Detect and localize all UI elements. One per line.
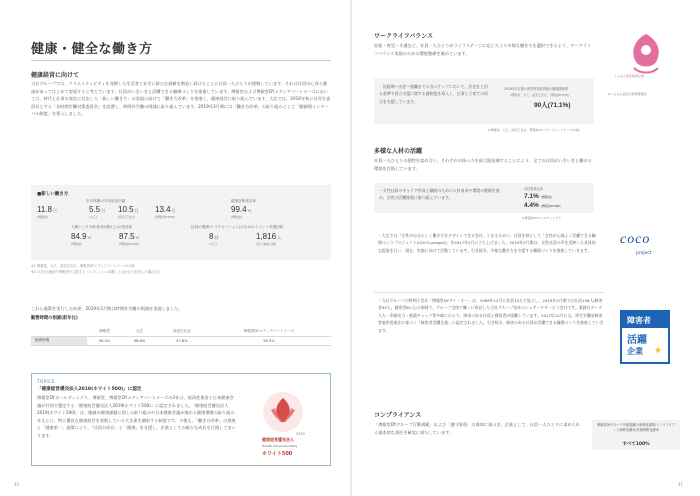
section-paragraph-work-life: 妊娠・育児・介護など、社員一人ひとりがライフステージに応じたより多様な働き方を選択できるよう、ワークライフバランス実現のための環境整備を進めています。 [374,43,592,56]
stat-sub: (博報堂) [71,242,83,246]
table-cell: 97.8% [157,336,207,345]
table-cell: 96.3% [87,336,122,345]
table-cell: 博報堂DYメディアパートナーズ [207,327,331,336]
stat-value: 8回 [209,232,219,241]
topics-box [31,373,331,466]
page-number: 40 [14,482,20,487]
compliance-box [592,420,680,450]
kurumin-logo [614,28,678,86]
stat-label-vacation: 年次休暇の平均取得日数 [86,199,126,203]
stat-sub: (読売広告社) [118,215,136,219]
stat-sub: (博報堂) [37,215,49,219]
logo-sub: Health and productivity [262,444,298,448]
women-box [374,183,594,213]
work-hours-table [31,327,331,346]
badge-line1: 障害者 [627,316,651,325]
section-heading-work-life: ワークライフバランス [374,33,433,40]
coco-paragraph: ・大広では「女性が自分らしく働き方をデザインできる会社」となるために、社員を核として「女性が心地よく活躍できる職場づくりプロジェクト(COCO-project)」を2017年1月に立ち上げました。2019年3月期は、女性社員の声を反映した具体的な提案を行い、現在、実施に向けて活動しています。引き続き、多様な働き方を支援する職場づくりを推進していきます。 [378,233,596,253]
section-heading-compliance: コンプライアンス [374,412,422,419]
stat-sub: (大広) [209,242,218,246]
footnote: ※2 平日5日連続で博報堂が主催する「リフレッシュ休暇」と合わせて取得した場合など [31,270,161,274]
stat-value: 1,816人 [256,232,282,241]
logo-title: 健康経営優良法人 [262,437,294,442]
stat-sub: (延べ参加人数) [256,242,277,246]
stat-value: 11.8日 [37,205,57,214]
section-heading-diversity: 多様な人材の活躍 [374,148,423,155]
table-row [31,336,331,345]
star-icon: ★ [654,346,663,356]
stat-value: 99.4% [231,205,252,214]
coco-project-logo [620,232,672,266]
box-value: すべて100% [622,442,650,447]
stat-label-events: 社員の健康(リラクセーション)のためのイベント実施回数 [191,225,284,229]
stat-label-dock: 人間ドック対象者(35歳以上)の受診率 [71,225,133,229]
box-value: 4.4% (博報堂DYMP) [524,202,561,209]
topics-heading: 「健康経営優良法人2019(ホワイト500)」に認定 [37,387,142,392]
box-text: ・女性社員のキャリア形成と継続のための人材育成や環境の整備を進め、女性の活躍推進に取り組んでいます。 [379,188,500,201]
box-text: ・妊娠期～出産～復職までの各ステップにおいて、法定を上回る基準で両立支援に関する諸制度を導入し、仕事と子育ての両立を支援しています。 [379,84,488,104]
kurumin-badge-icon [614,28,678,78]
stat-value: 5.5日 [89,205,106,214]
logo-main: ホワイト500 [262,451,293,457]
box-caption: 女性役員比率 [524,187,544,191]
section-paragraph-health-management: 当社グループでは、クリエイティビティを発揮した生活者と社会に新たな価値を創造し続けることに社員一人ひとりが挑戦しています。それは社員の心身と健康があってはじめて実現すると考えています。社員がいきいきと活躍できる職場づくりを推進しています。博報堂および博報堂DYメディアパートナーズにおいては、時代と仕事の変化に対応した「新しい働き方」の実現に向けて「働き方改革」を推進し、健康経営に取り組んでいます。大広では、2016年秋に社長を委員長とする「長時間労働対策委員会」を設置し、時間外労働の削減に取り組んでいます。2019年3月期には「働き方改革」の取り組みとして「勤務間インターバル制度」を導入しました。 [31,81,331,117]
box-caption: 2019年3月期の育児休業取得後の職場復帰率 [504,87,569,91]
white500-logo [254,390,312,430]
footnote: ※1 博報堂、大広、読売広告社、博報堂DYメディアパートナーズの4社 [31,264,135,268]
section-paragraph-diversity: 社員一人ひとりの個性を認め合い、それぞれの持つ力を最大限発揮することにより、全ての社員がいきいきと働ける環境を目指しています。 [374,158,592,171]
divider [374,292,604,293]
badge-line3: 企業 [627,347,643,356]
page-number: 41 [678,482,684,487]
table-cell: 博報堂 [87,327,122,336]
box-footnote: ※博報堂DYホールディングス [522,216,562,220]
infobox-heading: ■新しい働き方 [37,192,69,197]
stat-value: 87.5% [119,232,140,241]
table-cell: 読売広告社 [157,327,207,336]
section-paragraph-compliance: 「博報堂DYグループ行動規範」および「遵守事項」の周知に基づき、企業として、社員一人ひとりに求められる基本的な責任を確実に果たしています。 [374,422,580,435]
stat-sub: (博報堂DYMP) [119,242,139,246]
coco-logo-sub: project [636,251,652,256]
title-divider [31,60,331,61]
stat-value: 84.9% [71,232,92,241]
table-cell: 大広 [122,327,157,336]
topics-body: 博報堂DYホールディングス、博報堂、博報堂DYメディアパートナーズの3社は、経済産業省と日本健康会議が共同で選定する「健康経営優良法人2019(ホワイト500)」に認定されました。「健康経営優良法人2019(ホワイト500)」は、地域の健康課題に即した取り組みや日本健康会議が進める健康増進の取り組みをもとに、特に優良な健康経営を実践している大企業を顕彰する制度です。今後も、「働き方改革」の推進と「健康第一」施策により、「社員の成長」と「健康」を支援し、企業としての新たな成長を目指してまいります。 [37,395,236,438]
table-row-head: 勤務時間 [31,336,87,345]
box-value: 90人(71.1%) [534,102,571,109]
stat-sub: (大広) [89,215,98,219]
table-caption: これら施策を実行した結果、2019年3月期は時間外労働の削減を実現しました。 [31,306,183,311]
box-small: (博報堂、大広、読売広告社、博報堂DYMP) [510,93,569,97]
stat-value: 13.4日 [155,205,176,214]
disability-paragraph: ・当社グループの特例子会社「博報堂DYアイ・オー」は、1989年12月に社員14人で設立し、2019年3月期では社員156人(障害者95人、健常者61人)の体制で、グループ全体で働くに成長した当社グループ各社のシェアードサービス会社です。業務はデータ入力・印刷出力・植栽チェック等多岐にわたり、障害のある社員と健常者が協働しています。2017年12月には、厚生労働省障害者雇用促進法に基づく「障害者活躍企業」に認定されました。引き続き、障害のある社員が活躍できる職場づくりを推進していきます。 [378,298,604,333]
table-cell [31,327,87,336]
box-footnote: ※博報堂、大広、読売広告社、博報堂DYメディアパートナーズの4社 [488,128,580,132]
topics-tag: TOPICS [37,379,55,384]
white500-emblem-icon [254,390,312,436]
kurumin-caption: ※くるみん認定の取得博報堂 [608,92,647,96]
coco-logo-text: coco [620,232,651,247]
table-header-row [31,327,331,336]
table-title: 勤務時間の削減(前年比) [31,316,78,321]
section-heading-health-management: 健康経営に向けて [31,72,80,79]
kurumin-badge-text: くるみん認定取得企業 [614,74,645,78]
table-cell: 98.6% [122,336,157,345]
stat-sub: (博報堂DYMP) [155,215,175,219]
right-page [352,0,700,496]
stat-value: 10.5日 [118,205,139,214]
box-caption: 博報堂DYグループ行動規範の研修受講率/コンプライアンス研修受講率/法務研修受講率 [596,423,676,432]
logo-year: 2019 [296,432,305,436]
disability-badge [620,310,670,364]
work-life-box [374,78,594,124]
page-title: 健康・健全な働き方 [31,42,153,57]
stat-sub: (博報堂) [231,215,243,219]
new-work-style-box [31,185,331,260]
badge-line2: 活躍 [627,335,647,346]
table-cell: 96.3% [207,336,331,345]
stat-label-checkup: 健康診断受診率 [231,199,257,203]
box-value: 7.1% (博報堂) [524,193,552,200]
